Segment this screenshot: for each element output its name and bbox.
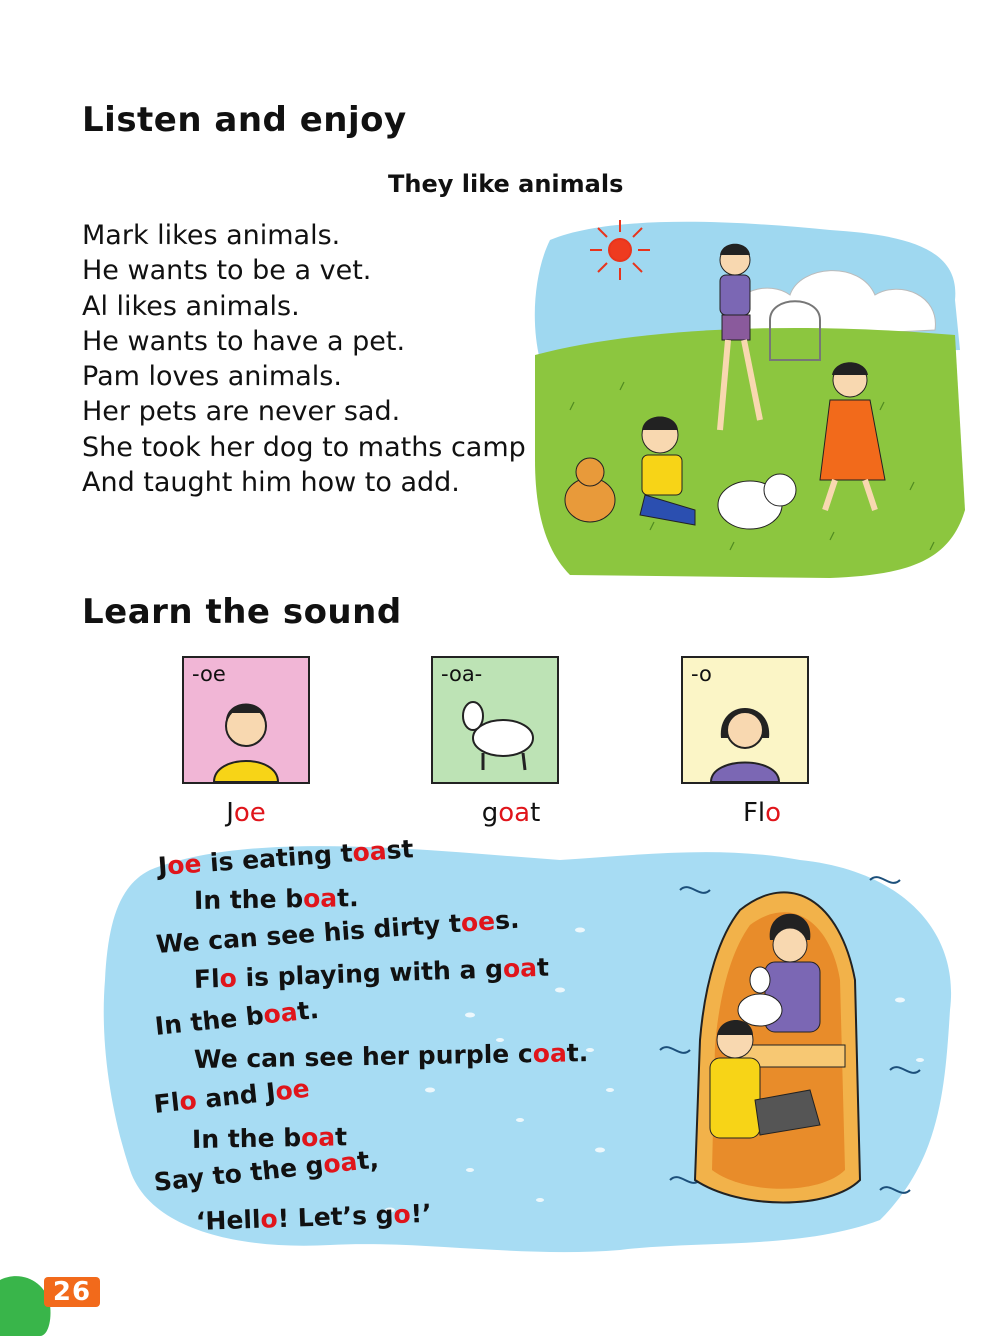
rhyme-text-part: t. xyxy=(295,994,321,1026)
rhyme-sound-part: oa xyxy=(351,836,388,868)
sound-word-joe xyxy=(176,798,316,828)
rhyme-text-part: t. xyxy=(336,883,359,913)
poem-line: Her pets are never sad. xyxy=(82,396,401,428)
poem-line: And taught him how to add. xyxy=(82,467,460,499)
rhyme-sound-part: o xyxy=(219,963,238,994)
rhyme-sound-part: o xyxy=(259,1204,279,1234)
rhyme-text-part: Fl xyxy=(152,1087,182,1119)
page-number: 26 xyxy=(44,1277,100,1307)
rhyme-sound-part: o xyxy=(178,1085,199,1117)
rhyme-text-part: ! Let’s g xyxy=(277,1200,395,1234)
rhyme-text-part: t xyxy=(536,952,550,983)
rhyme-text-part: !’ xyxy=(410,1198,433,1229)
rhyme-text-part: We can see his dirty t xyxy=(154,908,462,959)
rhyme-sound-part: oe xyxy=(459,906,497,938)
poem-line: Pam loves animals. xyxy=(82,361,342,393)
rhyme-sound-part: oe xyxy=(273,1073,311,1107)
poem-line: Mark likes animals. xyxy=(82,220,341,251)
section-heading-learn: Learn the sound xyxy=(82,592,402,632)
rhyme-text-part: In the b xyxy=(153,1000,266,1041)
poem-line: He wants to be a vet. xyxy=(82,255,372,287)
rhyme-text-part: Fl xyxy=(193,964,221,994)
boat-illustration xyxy=(640,850,930,1230)
rhyme-sound-part: oa xyxy=(261,997,299,1030)
rhyme-text-part: t, xyxy=(355,1144,381,1176)
sound-word-goat xyxy=(441,798,581,828)
rhyme-text-part: s. xyxy=(493,904,521,936)
rhyme-text-part: t. xyxy=(566,1038,589,1068)
word-sound-part: o xyxy=(765,798,782,828)
word-part: t xyxy=(530,798,541,828)
poem xyxy=(82,218,526,500)
sound-card-oe xyxy=(182,656,310,784)
rhyme-sound-part: oa xyxy=(302,883,338,914)
poem-title: They like animals xyxy=(388,170,624,198)
sound-word-flo xyxy=(692,798,832,828)
rhyme-text-part: In the b xyxy=(191,1123,302,1154)
sun-icon xyxy=(590,220,650,280)
rhyme-text-part: J xyxy=(156,851,169,881)
rhyme-text-part: is eating t xyxy=(200,838,354,878)
rhyme-sound-part: o xyxy=(392,1199,412,1230)
park-illustration xyxy=(530,210,970,585)
poem-line: She took her dog to maths camp xyxy=(82,431,526,463)
rhyme-text-part: In the b xyxy=(193,884,304,915)
word-part: g xyxy=(481,798,499,828)
rhyme-text-part: Say to the g xyxy=(152,1150,325,1197)
word-sound-part: oa xyxy=(498,798,531,828)
sound-card-label: -oa- xyxy=(441,662,483,686)
rhyme-text-part: and J xyxy=(195,1077,277,1115)
rhyme-sound-part: oa xyxy=(502,953,538,984)
word-part: Fl xyxy=(742,798,766,828)
poem-line: He wants to have a pet. xyxy=(82,325,406,357)
word-part: J xyxy=(226,798,234,828)
section-heading-listen: Listen and enjoy xyxy=(82,100,407,140)
word-sound-part: oe xyxy=(233,798,266,828)
rhyme-sound-part: oe xyxy=(166,849,203,881)
rhyme-sound-part: oa xyxy=(321,1146,359,1180)
rhyme-text-part: is playing with a g xyxy=(236,954,504,993)
poem-line: Al likes animals. xyxy=(82,290,300,322)
rhyme-text-part: We can see her purple c xyxy=(193,1039,533,1074)
sound-card-o xyxy=(681,656,809,784)
rhyme-text-part: ‘Hell xyxy=(195,1204,261,1236)
sound-card-oa xyxy=(431,656,559,784)
sound-card-label: -oe xyxy=(192,662,226,686)
rhyme-text-part: st xyxy=(385,834,415,865)
rhyme-line xyxy=(194,883,359,915)
sound-card-label: -o xyxy=(691,662,712,686)
rhyme-text-part: t xyxy=(334,1122,348,1152)
rhyme-sound-part: oa xyxy=(300,1122,336,1153)
rhyme-sound-part: oa xyxy=(532,1038,568,1069)
